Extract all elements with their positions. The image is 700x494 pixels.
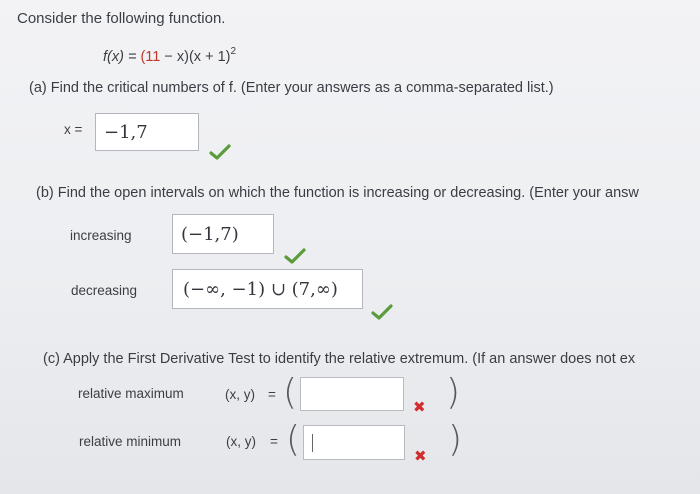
function-rest: − x)(x + 1) (160, 49, 231, 65)
increasing-value: (−1,7) (181, 223, 239, 245)
decreasing-label: decreasing (71, 283, 138, 298)
increasing-label: increasing (70, 228, 132, 243)
relative-max-equals: = (268, 387, 276, 402)
relative-max-label: relative maximum (78, 386, 184, 401)
function-formula (103, 46, 236, 65)
relative-min-close-paren: ) (448, 419, 463, 460)
relative-min-open-paren: ( (286, 419, 301, 460)
critical-numbers-input[interactable] (95, 113, 199, 151)
function-lhs: f(x) = (103, 49, 141, 65)
text-cursor (312, 434, 313, 452)
correct-check-icon (209, 144, 231, 160)
relative-min-xy-label: (x, y) (226, 434, 256, 449)
decreasing-input[interactable] (172, 269, 363, 309)
part-c-question: (c) Apply the First Derivative Test to identify the relative extremum. (If an answer does not ex (43, 351, 636, 367)
part-a-question: (a) Find the critical numbers of f. (Enter your answers as a comma-separated list.) (29, 80, 554, 96)
relative-max-close-paren: ) (446, 372, 461, 413)
relative-max-incorrect-icon: ✖ (413, 399, 426, 416)
relative-min-input[interactable] (303, 425, 405, 460)
increasing-input[interactable] (172, 214, 274, 254)
relative-min-incorrect-icon: ✖ (414, 448, 427, 465)
function-exponent: 2 (230, 46, 237, 57)
relative-max-input[interactable] (300, 377, 404, 411)
part-b-question: (b) Find the open intervals on which the function is increasing or decreasing. (Enter your answ (36, 185, 639, 201)
decreasing-value: (−∞, −1) ∪ (7,∞) (183, 278, 338, 300)
function-coefficient: (11 (140, 49, 161, 65)
relative-max-xy-label: (x, y) (225, 387, 255, 402)
part-a-x-label: x = (64, 122, 83, 137)
increasing-check-icon (284, 248, 306, 264)
critical-numbers-value: −1,7 (104, 121, 148, 143)
intro-text: Consider the following function. (17, 10, 226, 27)
relative-max-open-paren: ( (283, 372, 298, 413)
relative-min-label: relative minimum (79, 434, 182, 449)
decreasing-check-icon (371, 304, 393, 320)
relative-min-equals: = (270, 434, 278, 449)
